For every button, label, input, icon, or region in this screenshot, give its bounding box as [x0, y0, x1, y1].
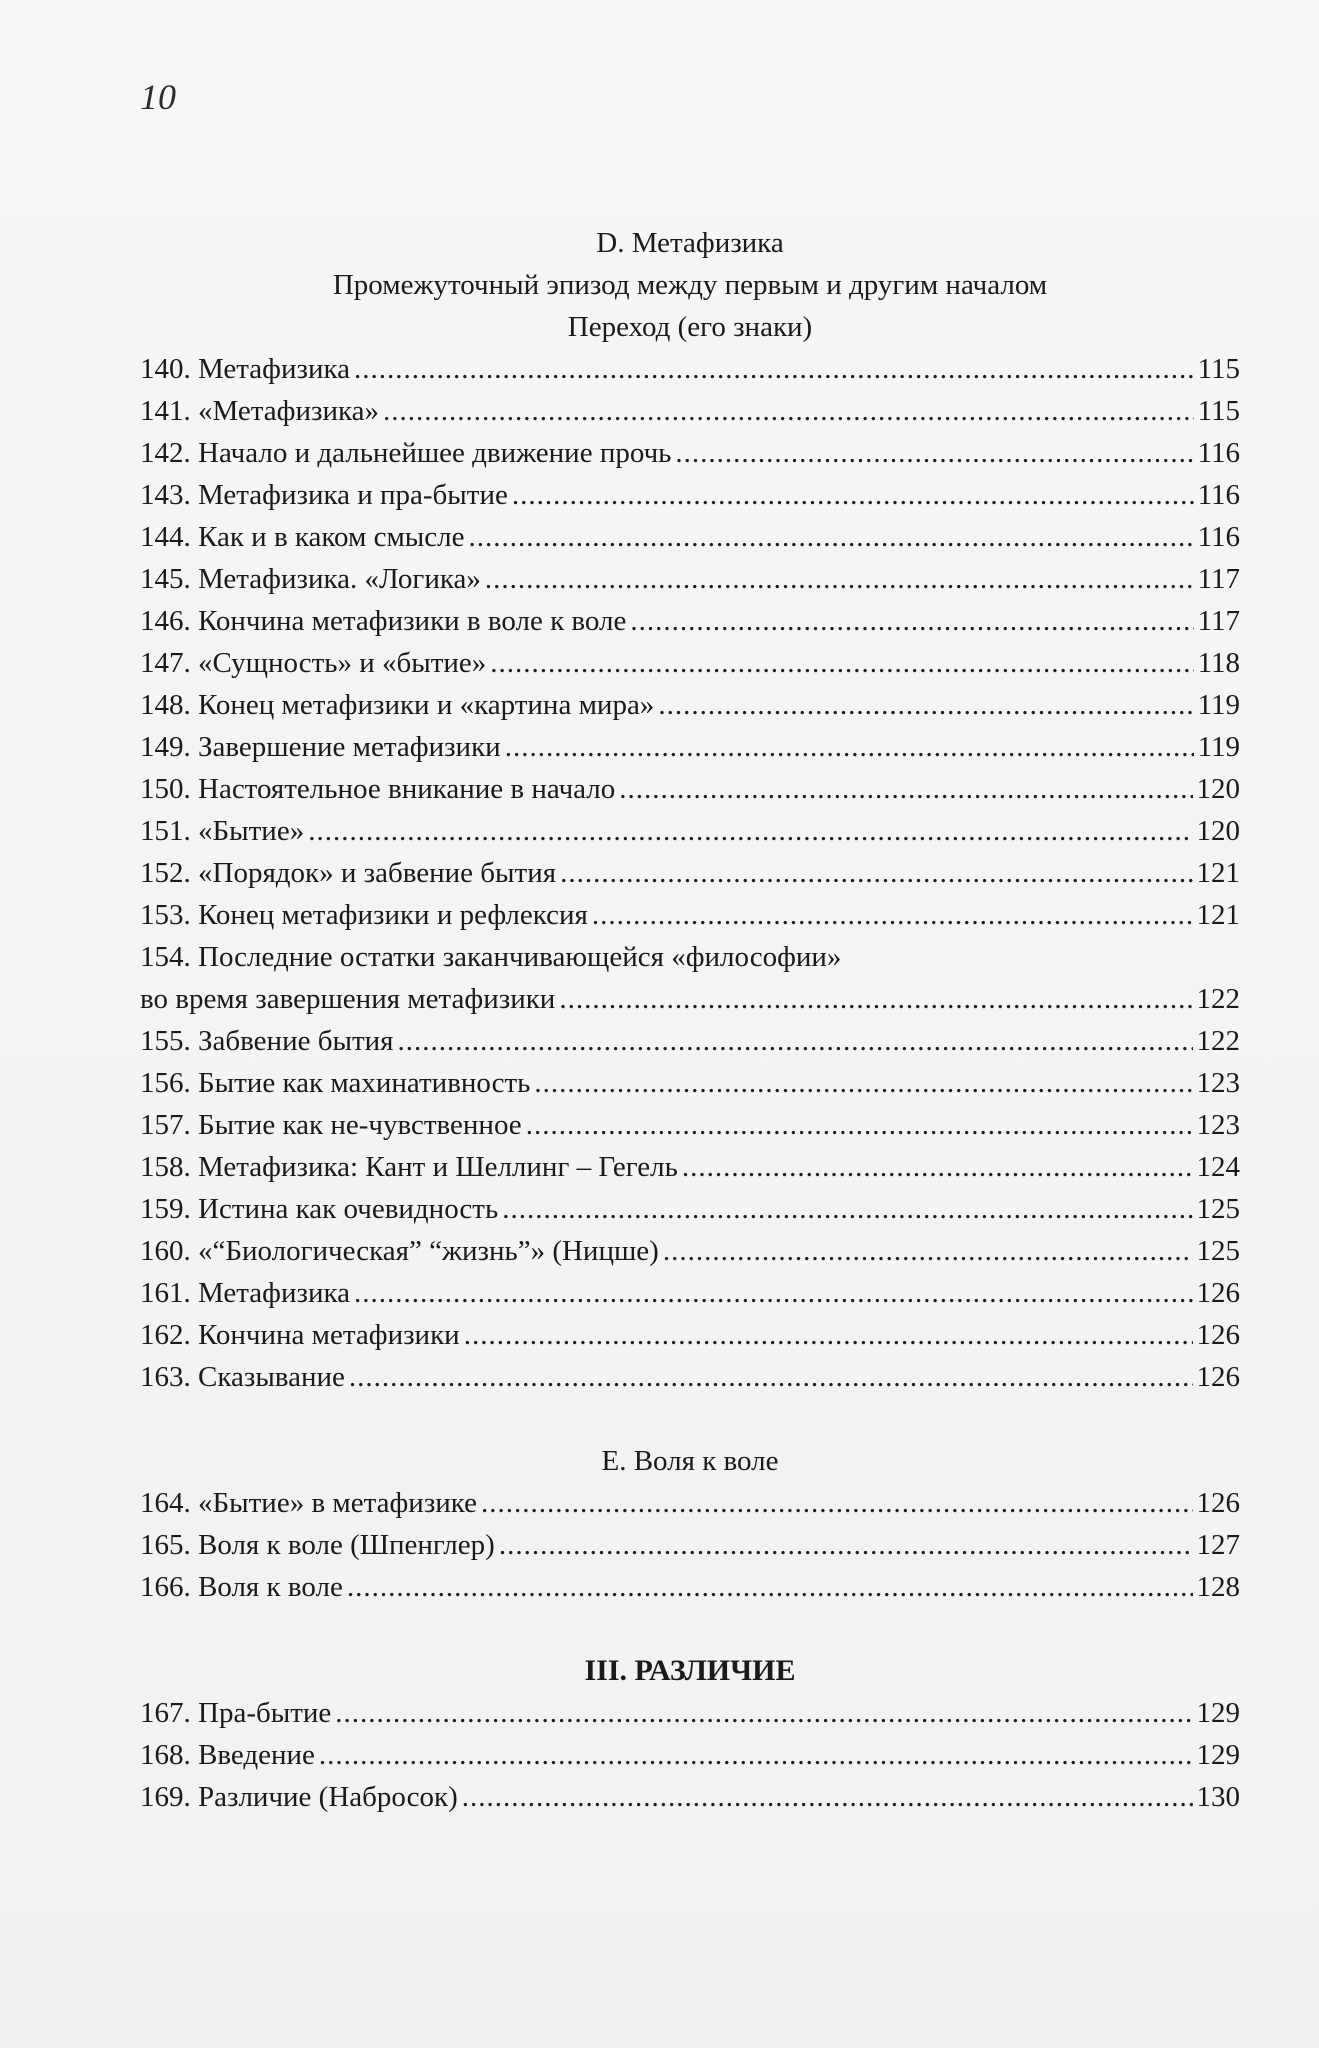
toc-entry[interactable]	[140, 1314, 1240, 1356]
toc-entry-page: 122	[1196, 1025, 1240, 1057]
toc-entry-title: 166. Воля к воле	[140, 1571, 343, 1603]
toc-entry[interactable]	[140, 1566, 1240, 1608]
toc-entry[interactable]	[140, 1146, 1240, 1188]
toc-entry-page: 120	[1196, 815, 1240, 847]
page-number: 10	[140, 77, 176, 117]
toc-entry[interactable]	[140, 1776, 1240, 1818]
toc-entry-page: 124	[1196, 1151, 1240, 1183]
toc-entry[interactable]	[140, 1272, 1240, 1314]
leader-dots	[512, 474, 1194, 516]
toc-entry-title: 145. Метафизика. «Логика»	[140, 563, 481, 595]
leader-dots	[481, 1482, 1192, 1524]
toc-entry-title: 165. Воля к воле (Шпенглер)	[140, 1529, 495, 1561]
toc-entry-page: 127	[1196, 1529, 1240, 1561]
toc-entry-title: 158. Метафизика: Кант и Шеллинг – Гегель	[140, 1151, 678, 1183]
toc-entry[interactable]	[140, 1230, 1240, 1272]
toc-entry[interactable]	[140, 978, 1240, 1020]
toc-entry-page: 121	[1196, 899, 1240, 931]
table-of-contents	[140, 222, 1240, 1818]
toc-entry[interactable]	[140, 1062, 1240, 1104]
toc-entry-page: 128	[1196, 1571, 1240, 1603]
toc-entry-title: 164. «Бытие» в метафизике	[140, 1487, 478, 1519]
leader-dots	[349, 1356, 1193, 1398]
toc-entry-title: 160. «“Биологическая” “жизнь”» (Ницше)	[140, 1235, 659, 1267]
toc-entry-page: 119	[1197, 689, 1240, 721]
toc-entry-title: 147. «Сущность» и «бытие»	[140, 647, 487, 679]
leader-dots	[469, 516, 1194, 558]
toc-entry-page: 118	[1197, 647, 1240, 679]
spacer	[140, 1398, 1240, 1440]
toc-entry-title: 141. «Метафизика»	[140, 395, 379, 427]
toc-entry-page: 126	[1196, 1277, 1240, 1309]
leader-dots	[347, 1566, 1193, 1608]
toc-entry[interactable]	[140, 1482, 1240, 1524]
leader-dots	[526, 1104, 1193, 1146]
toc-entry-title: 157. Бытие как не-чувственное	[140, 1109, 522, 1141]
toc-entry[interactable]	[140, 1734, 1240, 1776]
toc-entry[interactable]	[140, 768, 1240, 810]
toc-entry-page: 122	[1196, 983, 1240, 1015]
toc-entry-page: 116	[1197, 437, 1240, 469]
toc-entry[interactable]	[140, 1188, 1240, 1230]
leader-dots	[464, 1314, 1193, 1356]
toc-entry-page: 126	[1196, 1319, 1240, 1351]
leader-dots	[592, 894, 1193, 936]
leader-dots	[485, 558, 1194, 600]
toc-entry-title: 155. Забвение бытия	[140, 1025, 394, 1057]
toc-entry-title: 161. Метафизика	[140, 1277, 350, 1309]
toc-entry[interactable]	[140, 684, 1240, 726]
toc-entry[interactable]	[140, 1104, 1240, 1146]
leader-dots	[308, 810, 1192, 852]
toc-entry[interactable]	[140, 474, 1240, 516]
leader-dots	[499, 1524, 1193, 1566]
toc-entry-title: 163. Сказывание	[140, 1361, 345, 1393]
leader-dots	[619, 768, 1192, 810]
leader-dots	[354, 1272, 1193, 1314]
toc-entry-title-line1[interactable]: 154. Последние остатки заканчивающейся «философии»	[140, 941, 842, 973]
toc-entry-title: 150. Настоятельное вникание в начало	[140, 773, 616, 805]
toc-entry-page: 123	[1196, 1109, 1240, 1141]
toc-entry-title: 142. Начало и дальнейшее движение прочь	[140, 437, 672, 469]
leader-dots	[658, 684, 1193, 726]
toc-entry[interactable]	[140, 810, 1240, 852]
toc-entry-page: 116	[1197, 479, 1240, 511]
leader-dots	[490, 642, 1193, 684]
toc-entry[interactable]	[140, 600, 1240, 642]
toc-entry-title: 152. «Порядок» и забвение бытия	[140, 857, 557, 889]
leader-dots	[560, 852, 1192, 894]
toc-entry-page: 115	[1197, 395, 1240, 427]
toc-entry[interactable]	[140, 1524, 1240, 1566]
toc-entry[interactable]	[140, 516, 1240, 558]
leader-dots	[682, 1146, 1193, 1188]
toc-entry-title: 146. Кончина метафизики в воле к воле	[140, 605, 627, 637]
toc-entry[interactable]	[140, 432, 1240, 474]
toc-entry-title: 143. Метафизика и пра-бытие	[140, 479, 508, 511]
toc-entry[interactable]	[140, 1692, 1240, 1734]
toc-entry-title: 167. Пра-бытие	[140, 1697, 332, 1729]
leader-dots	[335, 1692, 1192, 1734]
toc-entry[interactable]	[140, 558, 1240, 600]
leader-dots	[505, 726, 1194, 768]
toc-entry-page: 117	[1197, 605, 1240, 637]
toc-entry[interactable]	[140, 894, 1240, 936]
leader-dots	[675, 432, 1193, 474]
toc-entry-page: 123	[1196, 1067, 1240, 1099]
toc-entry-title: 149. Завершение метафизики	[140, 731, 501, 763]
leader-dots	[663, 1230, 1193, 1272]
toc-entry-page: 115	[1197, 353, 1240, 385]
toc-entry[interactable]	[140, 348, 1240, 390]
leader-dots	[534, 1062, 1192, 1104]
section-subheading: Промежуточный эпизод между первым и другим началом	[332, 269, 1048, 301]
leader-dots	[383, 390, 1194, 432]
toc-entry-page: 126	[1196, 1487, 1240, 1519]
toc-entry-title: 156. Бытие как махинативность	[140, 1067, 531, 1099]
leader-dots	[559, 978, 1192, 1020]
leader-dots	[462, 1776, 1193, 1818]
toc-entry-title: 159. Истина как очевидность	[140, 1193, 499, 1225]
leader-dots	[354, 348, 1194, 390]
toc-entry[interactable]	[140, 642, 1240, 684]
toc-entry-title: 153. Конец метафизики и рефлексия	[140, 899, 588, 931]
toc-entry-page: 125	[1196, 1193, 1240, 1225]
toc-entry-page: 126	[1196, 1361, 1240, 1393]
toc-entry-page: 125	[1196, 1235, 1240, 1267]
section-heading: E. Воля к воле	[601, 1445, 779, 1477]
leader-dots	[319, 1734, 1193, 1776]
toc-entry-page: 130	[1196, 1781, 1240, 1813]
toc-entry-title: 168. Введение	[140, 1739, 315, 1771]
section-heading: D. Метафизика	[596, 227, 784, 259]
toc-entry-page: 129	[1196, 1739, 1240, 1771]
toc-entry-title: 169. Различие (Набросок)	[140, 1781, 458, 1813]
toc-entry-title: 148. Конец метафизики и «картина мира»	[140, 689, 655, 721]
toc-entry[interactable]	[140, 852, 1240, 894]
toc-entry-page: 119	[1197, 731, 1240, 763]
toc-entry-title: во время завершения метафизики	[140, 983, 556, 1015]
toc-entry-title: 140. Метафизика	[140, 353, 350, 385]
toc-entry-title: 162. Кончина метафизики	[140, 1319, 460, 1351]
leader-dots	[630, 600, 1193, 642]
toc-entry-page: 121	[1196, 857, 1240, 889]
toc-entry-page: 117	[1197, 563, 1240, 595]
spacer	[140, 1608, 1240, 1650]
toc-entry-page: 116	[1197, 521, 1240, 553]
toc-entry-title: 151. «Бытие»	[140, 815, 305, 847]
leader-dots	[502, 1188, 1192, 1230]
toc-entry[interactable]	[140, 390, 1240, 432]
toc-entry[interactable]	[140, 1020, 1240, 1062]
part-heading: III. РАЗЛИЧИЕ	[584, 1654, 796, 1687]
toc-entry-page: 120	[1196, 773, 1240, 805]
section-subheading: Переход (его знаки)	[567, 311, 813, 343]
toc-entry[interactable]	[140, 1356, 1240, 1398]
toc-entry-title: 144. Как и в каком смысле	[140, 521, 465, 553]
toc-entry[interactable]	[140, 726, 1240, 768]
toc-entry-page: 129	[1196, 1697, 1240, 1729]
leader-dots	[397, 1020, 1192, 1062]
